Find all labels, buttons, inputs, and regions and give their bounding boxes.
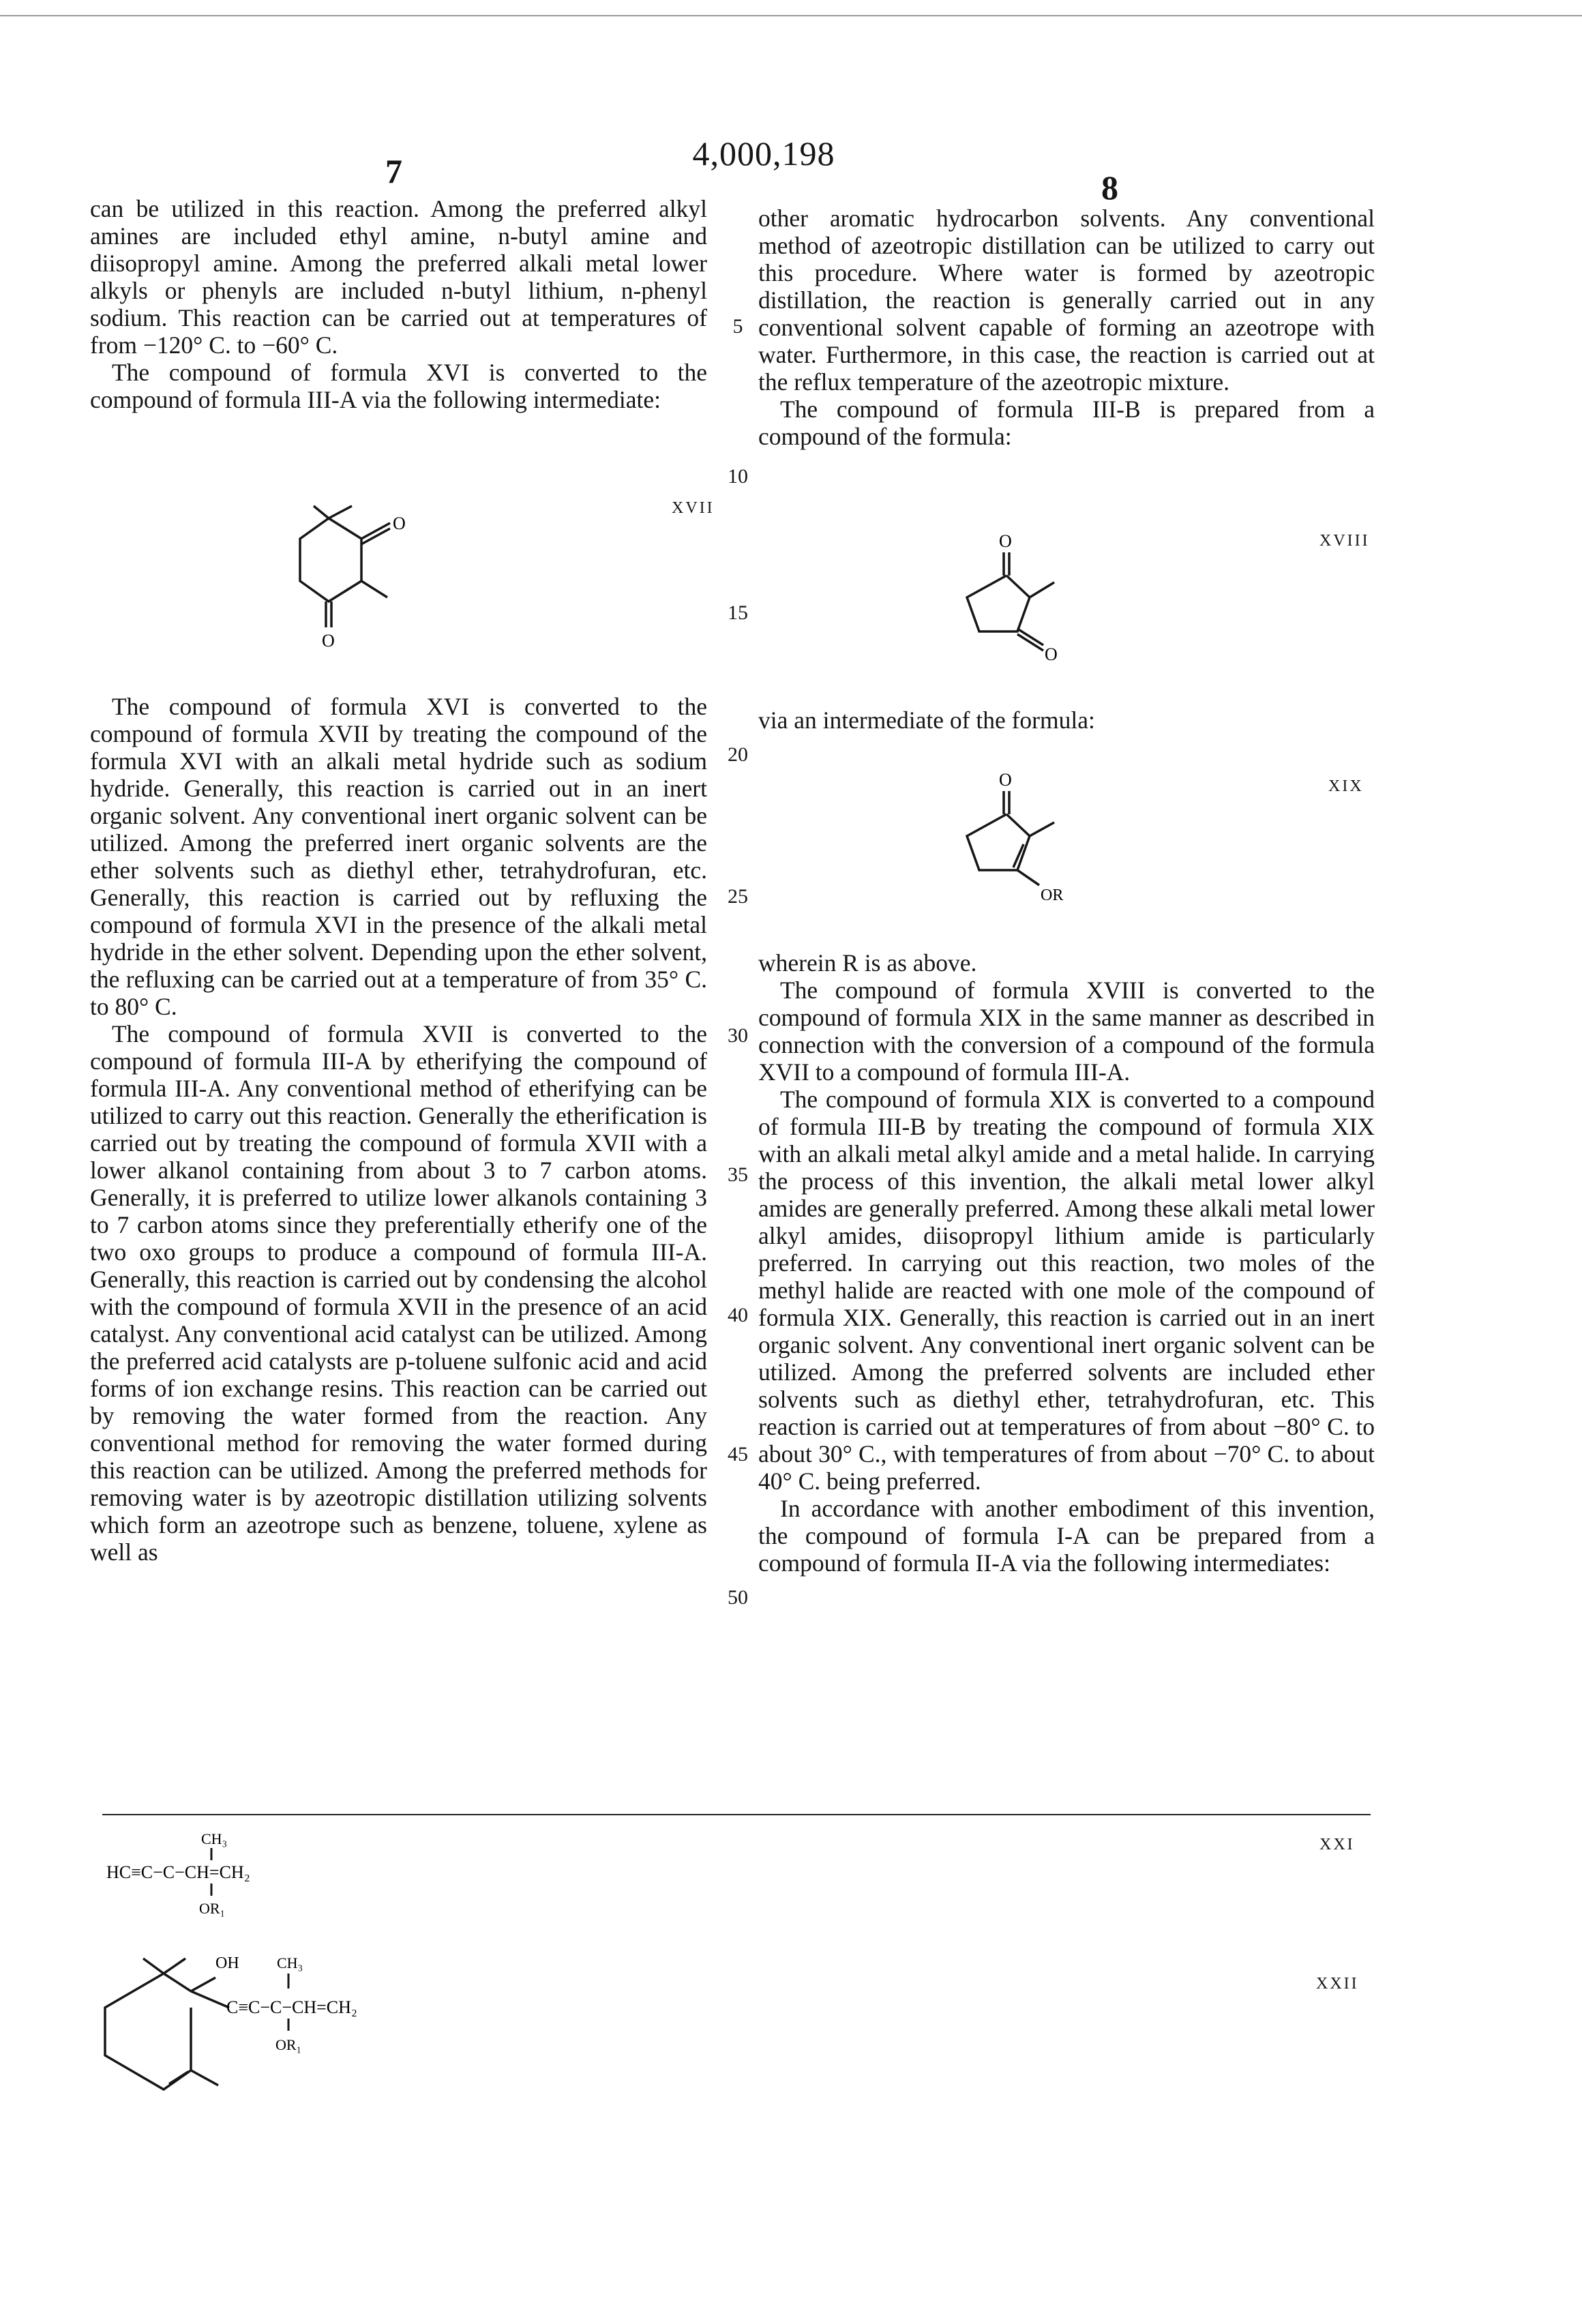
line-number-50: 50 [719, 1586, 757, 1609]
line-number-35: 35 [719, 1163, 757, 1187]
xvii-oxygen-1: O [393, 513, 406, 533]
right-column-bottom [758, 949, 1375, 1577]
right-paragraph-3: via an intermediate of the formula: [758, 706, 1375, 734]
structure-xvii [273, 491, 464, 661]
left-paragraph-4: The compound of formula XVII is converted to the compound of formula III-A by etherifying the compound of formula III-A. Any conventional method of etherifying can be utilized to carry out this reaction. Generally the etherification is carried out by treating the compound of formula XVII with a lower alkanol containing from about 3 to 7 carbon atoms. Generally, it is preferred to utilize lower alkanols containing 3 to 7 carbon atoms since they preferentially etherify one of the two oxo groups to produce a compound of formula III-A. Generally, this reaction is carried out by condensing the alcohol with the compound of formula XVII in the presence of an acid catalyst. Any conventional acid catalyst can be utilized. Among the preferred acid catalysts are p-toluene sulfonic acid and acid forms of ion exchange resins. This reaction can be carried out by removing the water formed from the reaction. Any conventional method for removing the water formed during this reaction can be utilized. Among the preferred methods for removing water is by azeotropic distillation utilizing solvents which form an azeotrope such as benzene, toluene, xylene as well as [90, 1020, 707, 1566]
structure-xxi [95, 1828, 382, 1930]
left-paragraph-3: The compound of formula XVI is converted to the compound of formula XVII by treating the compound of the formula XVI with an alkali metal hydride such as sodium hydride. Generally, this reaction is carried out in an inert organic solvent. Any conventional inert organic solvent can be utilized. Among the preferred inert organic solvents are the ether solvents such as diethyl ether, tetrahydrofuran, etc. Generally, this reaction is carried out by refluxing the compound of formula XVI in the presence of the alkali metal hydride in the ether solvent. Depending upon the ether solvent, the refluxing can be carried out at a temperature of from 35° C. to 80° C. [90, 693, 707, 1020]
structure-xix [941, 764, 1118, 921]
xxii-hydroxyl: OH [215, 1954, 239, 1972]
right-column-top [758, 205, 1375, 450]
xxi-methyl: CH₃ [201, 1830, 227, 1847]
formula-label-xvii: XVII [672, 499, 715, 518]
xvii-oxygen-2: O [322, 631, 335, 651]
right-paragraph-1: other aromatic hydrocarbon solvents. Any conventional method of azeotropic distillation can be utilized to carry out this procedure. Where water is formed by azeotropic distillation, the reaction is generally carried out in any conventional solvent capable of forming an azeotrope with water. Furthermore, in this case, the reaction is carried out at the reflux temperature of the azeotropic mixture. [758, 205, 1375, 396]
line-number-5: 5 [719, 315, 757, 338]
right-paragraph-5: The compound of formula XVIII is converted to the compound of formula XIX in the same manner as described in connection with the conversion of a compound of the formula XVII to a compound of formula III-A. [758, 977, 1375, 1086]
right-column-number: 8 [1101, 168, 1118, 207]
right-paragraph-4: wherein R is as above. [758, 949, 1375, 977]
right-paragraph-7: In accordance with another embodiment of this invention, the compound of formula I-A can be prepared from a compound of formula II-A via the following intermediates: [758, 1495, 1375, 1577]
line-number-15: 15 [719, 601, 757, 625]
left-column-bottom [90, 693, 707, 1566]
section-rule [102, 1814, 1371, 1815]
formula-label-xxi: XXI [1319, 1836, 1355, 1854]
xxii-chain: C≡C−C−CH=CH₂ [226, 1997, 357, 2017]
left-column-top [90, 195, 707, 413]
formula-label-xix: XIX [1328, 777, 1364, 796]
xxii-methyl: CH₃ [277, 1954, 303, 1971]
line-number-45: 45 [719, 1443, 757, 1466]
right-paragraph-2: The compound of formula III-B is prepared from a compound of the formula: [758, 396, 1375, 450]
right-column-mid [758, 706, 1375, 734]
formula-label-xviii: XVIII [1319, 532, 1370, 550]
left-column-number: 7 [385, 151, 402, 191]
xviii-oxygen-2: O [1045, 644, 1058, 664]
structure-xviii [941, 524, 1118, 674]
xxii-or1: OR₁ [275, 2036, 301, 2053]
formula-label-xxii: XXII [1316, 1975, 1359, 1993]
line-number-25: 25 [719, 885, 757, 908]
line-number-10: 10 [719, 465, 757, 488]
left-paragraph-2: The compound of formula XVI is converted to the compound of formula III-A via the following intermediate: [90, 359, 707, 413]
line-number-30: 30 [719, 1024, 757, 1047]
top-rule [0, 15, 1582, 16]
xix-or-group: OR [1041, 887, 1063, 904]
xviii-oxygen-1: O [999, 531, 1012, 551]
line-number-40: 40 [719, 1304, 757, 1327]
structure-xxii [95, 1950, 477, 2107]
left-paragraph-1: can be utilized in this reaction. Among the preferred alkyl amines are included ethyl amine, n-butyl amine and diisopropyl amine. Among the preferred alkali metal lower alkyls or phenyls are included n-butyl lithium, n-phenyl sodium. This reaction can be carried out at temperatures of from −120° C. to −60° C. [90, 195, 707, 359]
line-number-20: 20 [719, 743, 757, 766]
xxi-chain: HC≡C−C−CH=CH₂ [106, 1862, 250, 1882]
xxi-or1: OR₁ [199, 1900, 225, 1917]
xix-oxygen: O [999, 770, 1012, 790]
patent-number: 4,000,198 [641, 134, 886, 173]
right-paragraph-6: The compound of formula XIX is converted to a compound of formula III-B by treating the compound of formula XIX with an alkali metal alkyl amide and a metal halide. In carrying the process of this invention, the alkali metal lower alkyl amides are generally preferred. Among these alkali metal lower alkyl amides, diisopropyl lithium amide is particularly preferred. In carrying out this reaction, two moles of the methyl halide are reacted with one mole of the compound of formula XIX. Generally, this reaction is carried out in an inert organic solvent. Any conventional inert organic solvent can be utilized. Among the preferred solvents are included ether solvents such as diethyl ether, tetrahydrofuran, etc. This reaction is carried out at temperatures of from about −80° C. to about 30° C., with temperatures of from about −70° C. to about 40° C. being preferred. [758, 1086, 1375, 1495]
